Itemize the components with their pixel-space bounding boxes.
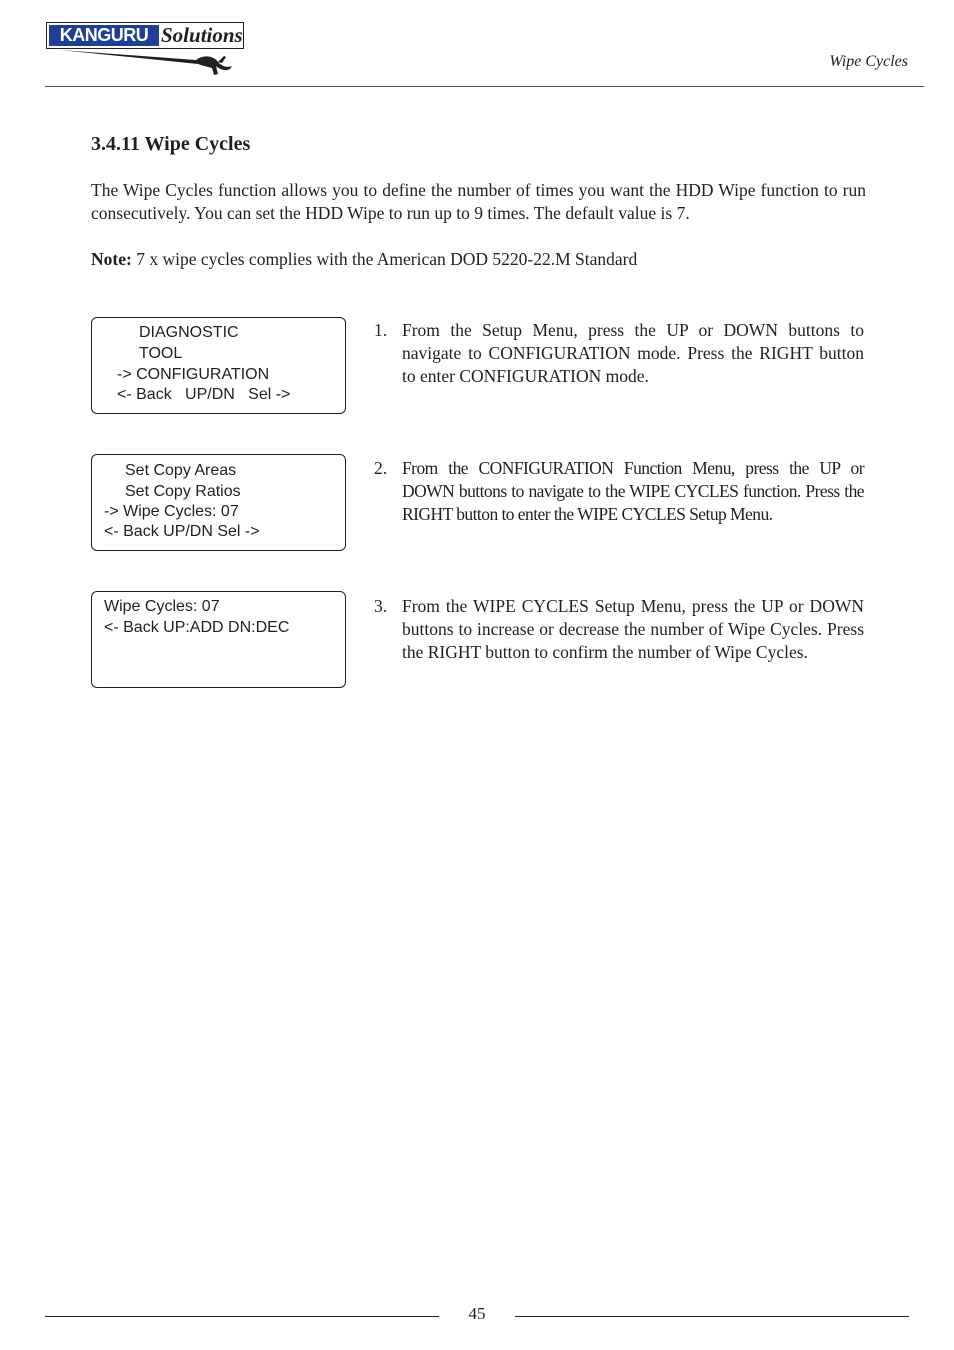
lcd-line: Set Copy Ratios (125, 483, 241, 500)
lcd-line: Wipe Cycles: 07 (104, 598, 220, 615)
lcd-line: TOOL (139, 345, 183, 362)
lcd-line: <- Back UP/DN Sel -> (104, 523, 260, 540)
logo-brand-text: KANGURU (49, 25, 159, 46)
step-text: From the Setup Menu, press the UP or DOWN buttons to navigate to CONFIGURATION mode. Press the RIGHT button to enter CONFIGURATION mode. (402, 320, 864, 386)
footer-divider-left (45, 1316, 439, 1317)
lcd-line: DIAGNOSTIC (139, 324, 239, 341)
step-text: From the WIPE CYCLES Setup Menu, press the UP or DOWN buttons to increase or decrease the number of Wipe Cycles. Press the RIGHT button to confirm the number of Wipe Cycles. (402, 596, 864, 662)
logo-frame (46, 22, 244, 49)
lcd-screen-wipe-cycles (91, 591, 346, 688)
header-section-title: Wipe Cycles (829, 53, 908, 70)
intro-paragraph: The Wipe Cycles function allows you to define the number of times you want the HDD Wipe function to run consecutively. You can set the HDD Wipe to run up to 9 times. The default value is 7. (91, 180, 866, 223)
kangaroo-swoosh-icon (46, 48, 246, 78)
step-number: 3. (374, 596, 388, 616)
note-paragraph (91, 248, 866, 271)
lcd-line: <- Back UP:ADD DN:DEC (104, 619, 290, 636)
lcd-line: Set Copy Areas (125, 462, 237, 479)
lcd-line: -> Wipe Cycles: 07 (104, 503, 239, 520)
step-text: From the CONFIGURATION Function Menu, press the UP or DOWN buttons to navigate to the WIPE CYCLES function. Press the RIGHT button to enter the WIPE CYCLES Setup Menu. (402, 458, 864, 524)
step-number: 2. (374, 458, 388, 478)
section-title: 3.4.11 Wipe Cycles (91, 133, 251, 155)
lcd-screen-configuration-menu (91, 454, 346, 551)
page-number: 45 (468, 1304, 486, 1323)
note-text: 7 x wipe cycles complies with the American DOD 5220-22.M Standard (131, 249, 638, 269)
logo-script-text: Solutions (161, 23, 243, 47)
step-number: 1. (374, 320, 388, 340)
note-label: Note: (91, 249, 132, 269)
footer-divider-right (515, 1316, 909, 1317)
kanguru-logo (46, 22, 246, 78)
lcd-screen-configuration (91, 317, 346, 414)
header-divider (45, 86, 924, 87)
lcd-line: -> CONFIGURATION (117, 366, 270, 383)
lcd-line: <- Back UP/DN Sel -> (117, 386, 291, 403)
